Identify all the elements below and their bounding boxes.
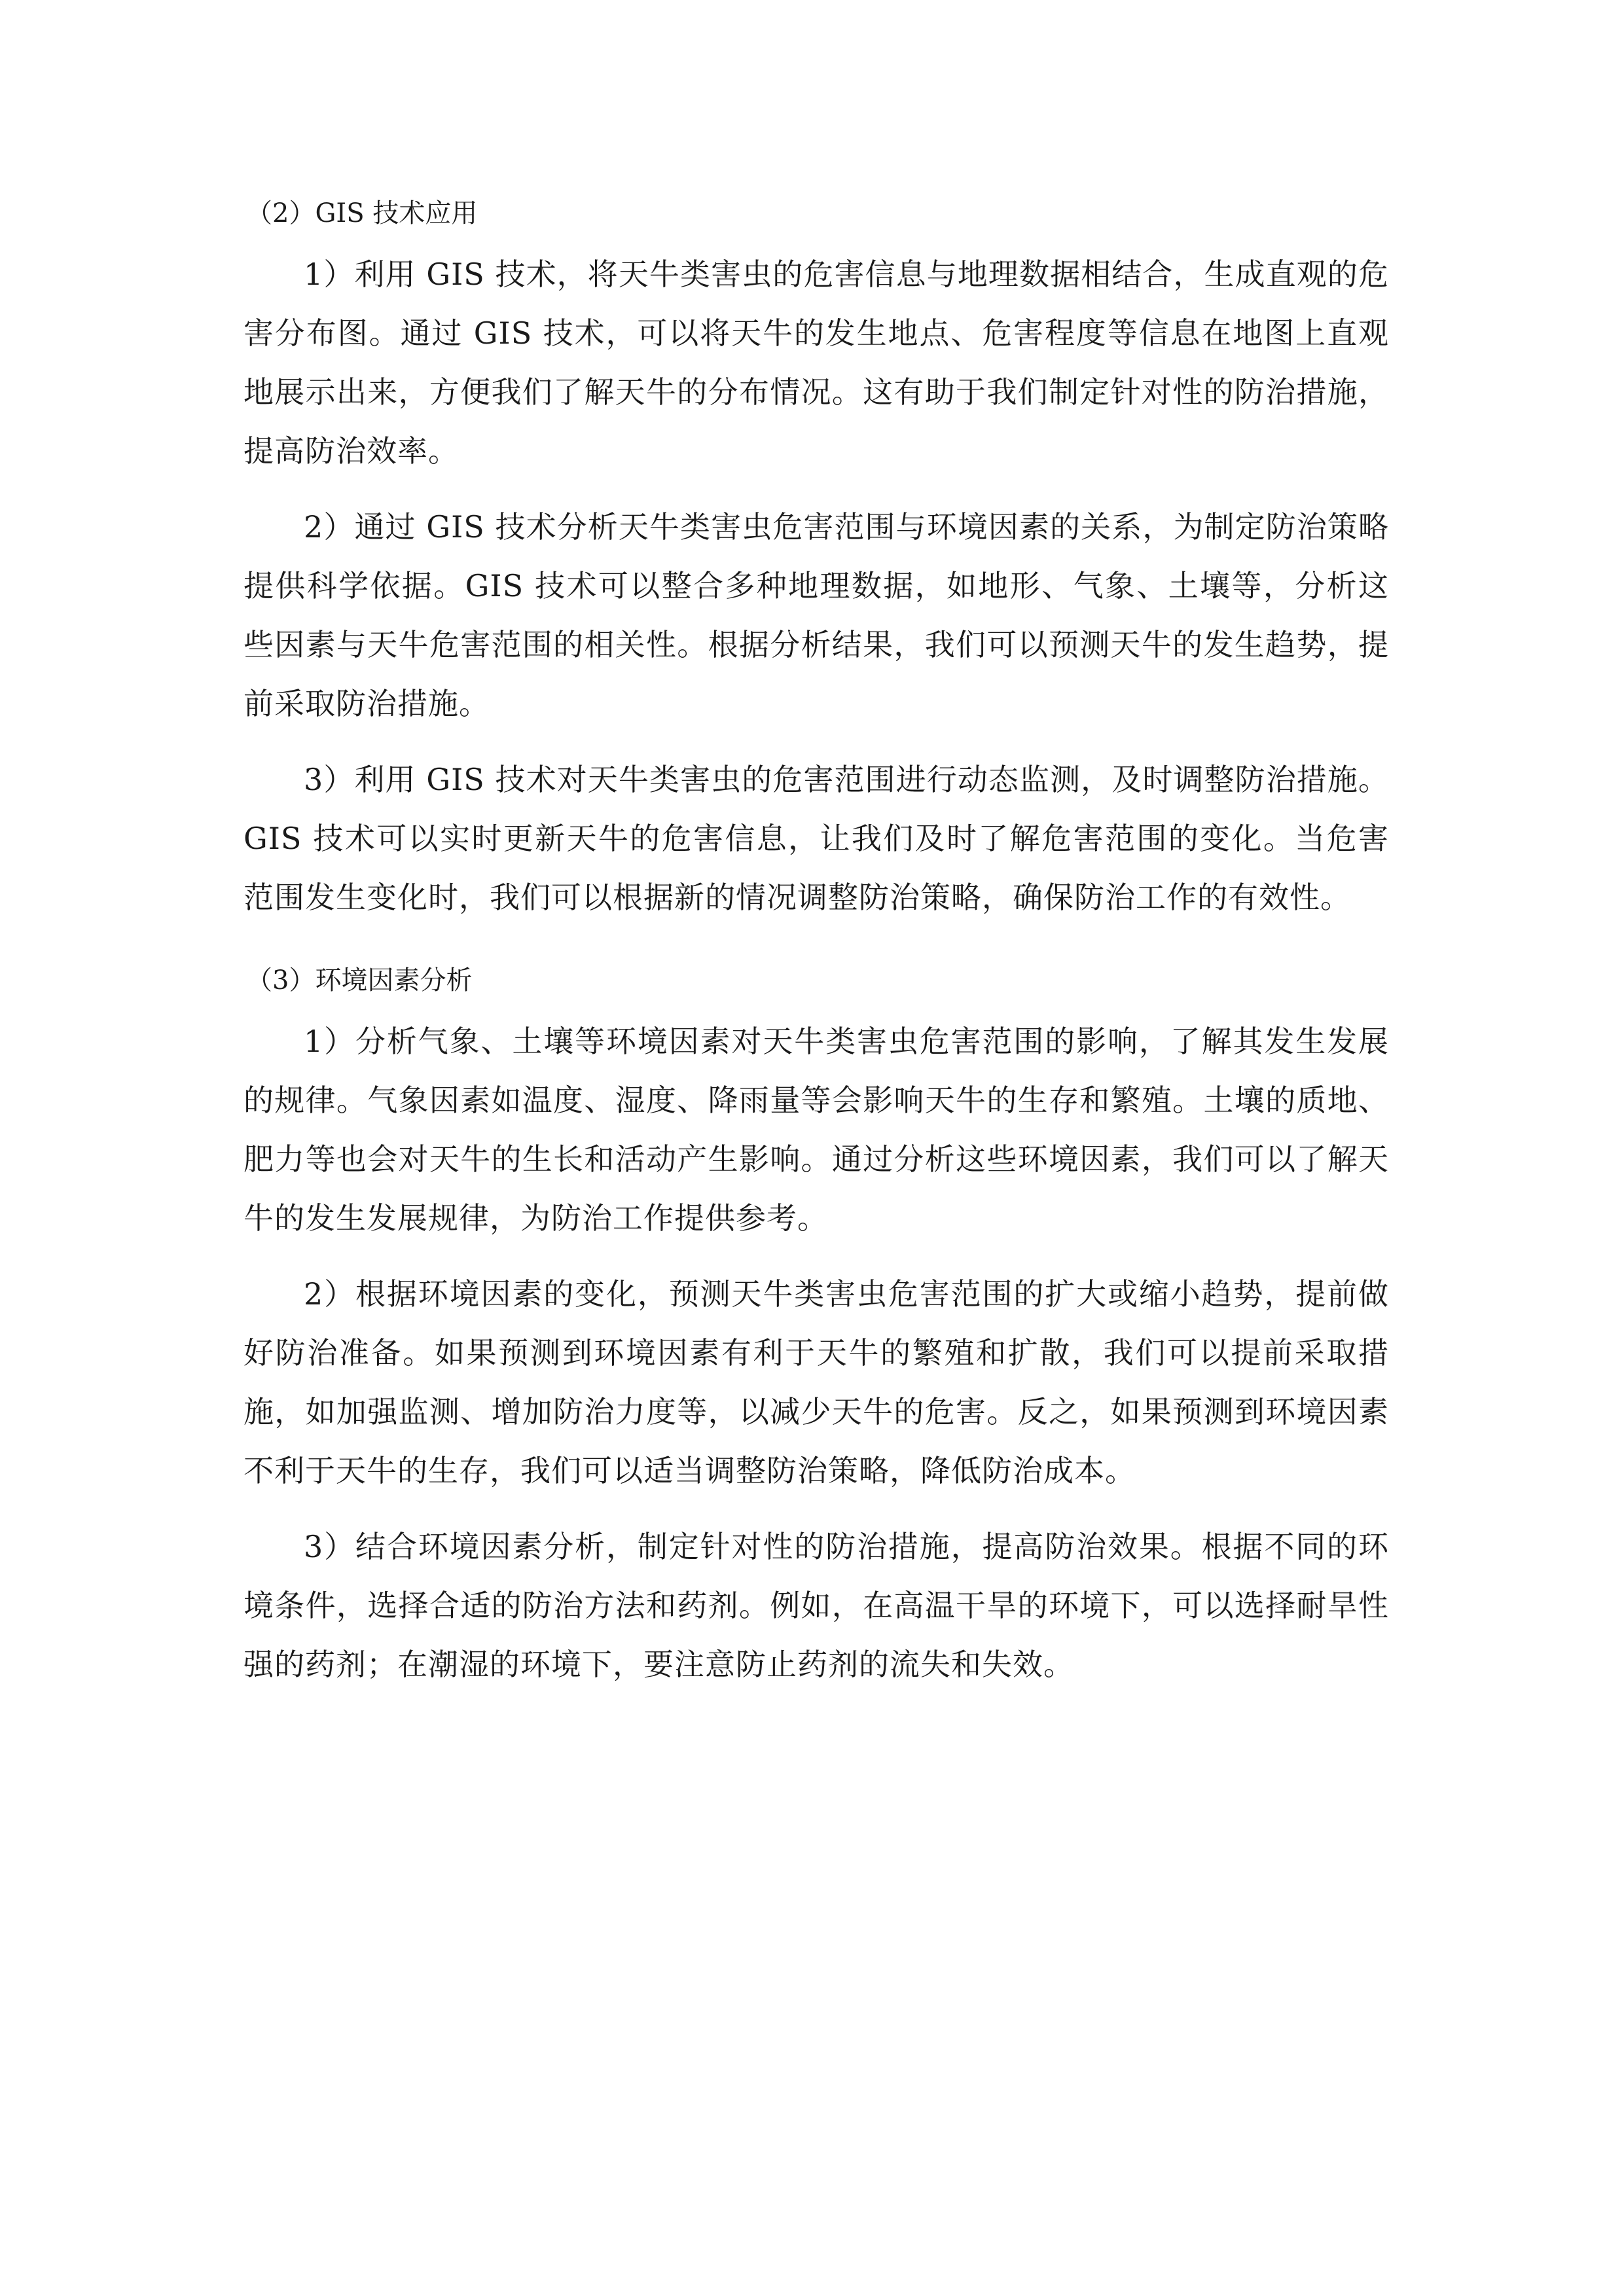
section-environment (244, 957, 1389, 1694)
paragraph: 3）利用 GIS 技术对天牛类害虫的危害范围进行动态监测，及时调整防治措施。GIS 技术可以实时更新天牛的危害信息，让我们及时了解危害范围的变化。当危害范围发生变化时，我们可以根据新的情况调整防治策略，确保防治工作的有效性。 (244, 762, 1389, 915)
paragraph: 1）分析气象、土壤等环境因素对天牛类害虫危害范围的影响，了解其发生发展的规律。气象因素如温度、湿度、降雨量等会影响天牛的生存和繁殖。土壤的质地、肥力等也会对天牛的生长和活动产生影响。通过分析这些环境因素，我们可以了解天牛的发生发展规律，为防治工作提供参考。 (244, 1024, 1389, 1236)
paragraph: 1）利用 GIS 技术，将天牛类害虫的危害信息与地理数据相结合，生成直观的危害分布图。通过 GIS 技术，可以将天牛的发生地点、危害程度等信息在地图上直观地展示出来，方便我们了解天牛的分布情况。这有助于我们制定针对性的防治措施，提高防治效率。 (244, 257, 1389, 469)
paragraph: 3）结合环境因素分析，制定针对性的防治措施，提高防治效果。根据不同的环境条件，选择合适的防治方法和药剂。例如，在高温干旱的环境下，可以选择耐旱性强的药剂；在潮湿的环境下，要注意防止药剂的流失和失效。 (244, 1529, 1389, 1682)
section-spacer (244, 944, 1389, 957)
section-heading: （2）GIS 技术应用 (246, 198, 478, 228)
section-heading: （3）环境因素分析 (246, 965, 473, 996)
paragraph: 2）通过 GIS 技术分析天牛类害虫危害范围与环境因素的关系，为制定防治策略提供科学依据。GIS 技术可以整合多种地理数据，如地形、气象、土壤等，分析这些因素与天牛危害范围的相关性。根据分析结果，我们可以预测天牛的发生趋势，提前采取防治措施。 (244, 509, 1389, 721)
section-gis (244, 190, 1389, 927)
document-page (244, 190, 1389, 1711)
paragraph: 2）根据环境因素的变化，预测天牛类害虫危害范围的扩大或缩小趋势，提前做好防治准备。如果预测到环境因素有利于天牛的繁殖和扩散，我们可以提前采取措施，如加强监测、增加防治力度等，以减少天牛的危害。反之，如果预测到环境因素不利于天牛的生存，我们可以适当调整防治策略，降低防治成本。 (244, 1276, 1389, 1488)
